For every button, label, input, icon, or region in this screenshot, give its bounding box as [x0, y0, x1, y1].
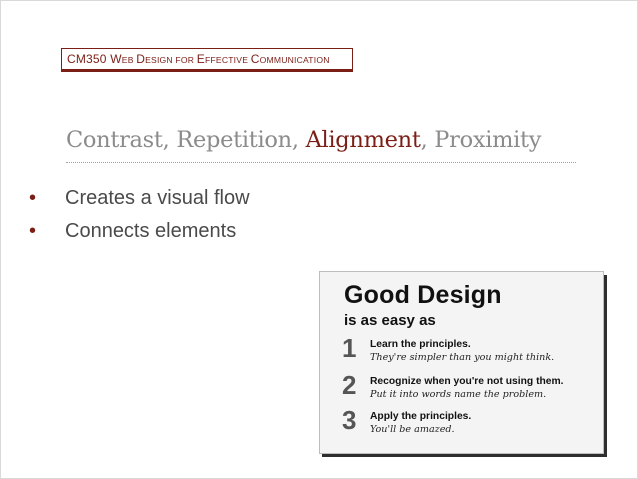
- bullet-icon: •: [29, 187, 37, 209]
- bullet-item: [25, 220, 250, 253]
- bullet-text: Connects elements: [65, 220, 237, 242]
- bullet-item: [25, 187, 250, 220]
- step-number: 2: [342, 370, 357, 400]
- course-code: CM350: [67, 52, 107, 66]
- title-part-proximity: , Proximity: [420, 127, 542, 153]
- step-heading: Learn the principles.: [370, 339, 471, 350]
- title-part-contrast-repetition: Contrast, Repetition,: [66, 127, 306, 153]
- step-heading: Apply the principles.: [370, 411, 472, 422]
- step-number: 1: [342, 333, 357, 363]
- step-note: You'll be amazed.: [370, 424, 455, 435]
- card-subtitle: is as easy as: [344, 312, 436, 329]
- title-divider: [66, 162, 576, 163]
- card-title: Good Design: [344, 281, 502, 309]
- bullet-list: [25, 187, 250, 253]
- step-note: They're simpler than you might think.: [370, 352, 555, 363]
- step-number: 3: [342, 405, 357, 435]
- course-name: WEB DESIGN FOR EFFECTIVE COMMUNICATION: [110, 52, 330, 66]
- step-note: Put it into words name the problem.: [370, 389, 547, 400]
- bullet-icon: •: [29, 220, 37, 242]
- title-part-alignment: Alignment: [305, 127, 421, 153]
- step-heading: Recognize when you're not using them.: [370, 376, 564, 387]
- course-label: [61, 48, 353, 72]
- good-design-card: [319, 271, 604, 454]
- bullet-text: Creates a visual flow: [65, 187, 250, 209]
- slide-title: [66, 127, 576, 153]
